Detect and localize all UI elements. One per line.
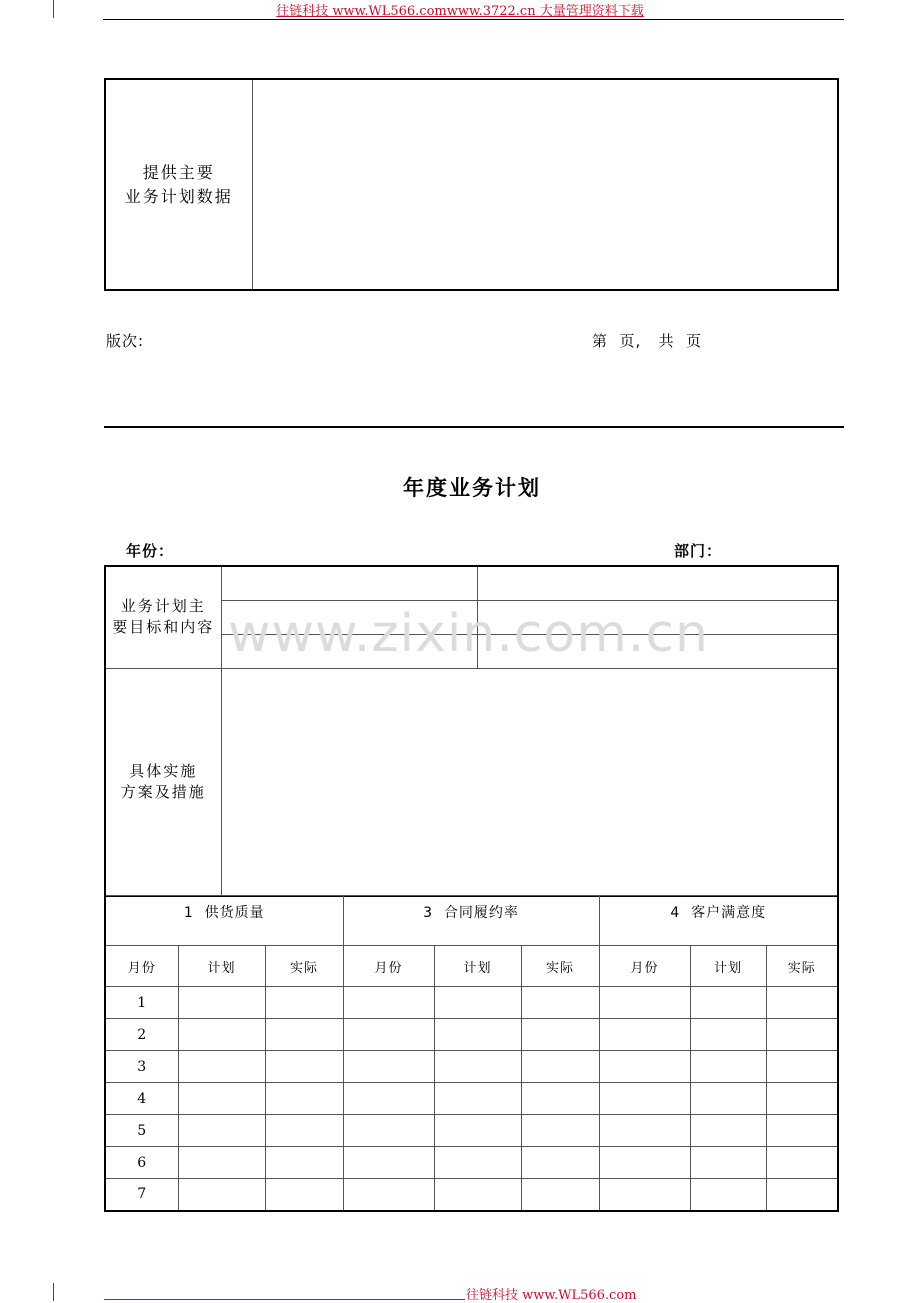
footer-link[interactable]: 往链科技 www.WL566.com [466, 1288, 637, 1303]
month-number: 2 [105, 1019, 178, 1051]
top-data-label [105, 79, 252, 290]
data-cell[interactable] [265, 1147, 343, 1179]
data-cell[interactable] [690, 1147, 766, 1179]
column-header-plan: 计划 [434, 946, 521, 987]
data-cell[interactable] [178, 1115, 265, 1147]
metric-rows [105, 987, 838, 1211]
data-cell[interactable] [434, 1179, 521, 1211]
group-header-supply-quality: 1 供货质量 [105, 896, 343, 946]
page-number-text: 第 页, 共 页 [592, 332, 703, 350]
measures-label [105, 668, 221, 896]
column-header-month: 月份 [105, 946, 178, 987]
table-row [105, 1147, 838, 1179]
month-number: 7 [105, 1179, 178, 1211]
data-cell[interactable] [178, 1147, 265, 1179]
data-cell[interactable] [434, 987, 521, 1019]
data-cell[interactable] [599, 1179, 690, 1211]
column-header-month: 月份 [599, 946, 690, 987]
data-cell[interactable] [343, 987, 434, 1019]
data-cell[interactable] [265, 1019, 343, 1051]
data-cell[interactable] [766, 1083, 838, 1115]
data-cell[interactable] [521, 1083, 599, 1115]
data-cell[interactable] [265, 1115, 343, 1147]
goals-cell[interactable] [221, 634, 477, 668]
column-header-actual: 实际 [265, 946, 343, 987]
page-divider [104, 426, 844, 428]
data-cell[interactable] [434, 1147, 521, 1179]
footer-rule [104, 1299, 465, 1300]
form-title: 年度业务计划 [403, 476, 541, 500]
data-cell[interactable] [343, 1179, 434, 1211]
goals-cell[interactable] [477, 634, 838, 668]
data-cell[interactable] [521, 1179, 599, 1211]
data-cell[interactable] [265, 1179, 343, 1211]
data-cell[interactable] [521, 1019, 599, 1051]
measures-field[interactable] [221, 668, 838, 896]
year-label: 年份： [126, 542, 175, 560]
data-cell[interactable] [178, 1179, 265, 1211]
data-cell[interactable] [178, 987, 265, 1019]
plan-form-table [104, 565, 839, 897]
department-label: 部门： [674, 542, 723, 560]
data-cell[interactable] [766, 1147, 838, 1179]
data-cell[interactable] [766, 1019, 838, 1051]
column-header-month: 月份 [343, 946, 434, 987]
data-cell[interactable] [599, 1083, 690, 1115]
data-cell[interactable] [434, 1019, 521, 1051]
data-cell[interactable] [690, 987, 766, 1019]
data-cell[interactable] [265, 987, 343, 1019]
month-number: 1 [105, 987, 178, 1019]
data-cell[interactable] [434, 1115, 521, 1147]
table-row [105, 1019, 838, 1051]
data-cell[interactable] [599, 1051, 690, 1083]
column-header-plan: 计划 [178, 946, 265, 987]
data-cell[interactable] [178, 1083, 265, 1115]
data-cell[interactable] [690, 1179, 766, 1211]
goals-label-line2: 要目标和内容 [112, 618, 215, 637]
data-cell[interactable] [766, 987, 838, 1019]
top-data-label-line1: 提供主要 [142, 162, 215, 182]
month-number: 6 [105, 1147, 178, 1179]
data-cell[interactable] [265, 1083, 343, 1115]
column-header-actual: 实际 [521, 946, 599, 987]
data-cell[interactable] [766, 1115, 838, 1147]
table-row [105, 1115, 838, 1147]
data-cell[interactable] [521, 1147, 599, 1179]
goals-label-line1: 业务计划主 [120, 597, 206, 616]
goals-cell[interactable] [221, 566, 477, 600]
data-cell[interactable] [690, 1019, 766, 1051]
data-cell[interactable] [766, 1051, 838, 1083]
header-link[interactable]: 往链科技 www.WL566.comwww.3722.cn 大量管理资料下载 [276, 4, 644, 19]
month-number: 4 [105, 1083, 178, 1115]
group-header-customer-satisfaction: 4 客户满意度 [599, 896, 838, 946]
column-header-plan: 计划 [690, 946, 766, 987]
column-header-actual: 实际 [766, 946, 838, 987]
header-rule [103, 19, 844, 20]
data-cell[interactable] [766, 1179, 838, 1211]
month-number: 3 [105, 1051, 178, 1083]
data-cell[interactable] [343, 1051, 434, 1083]
data-cell[interactable] [434, 1083, 521, 1115]
data-cell[interactable] [178, 1051, 265, 1083]
data-cell[interactable] [599, 1147, 690, 1179]
data-cell[interactable] [343, 1019, 434, 1051]
goals-label [105, 566, 221, 668]
data-cell[interactable] [521, 987, 599, 1019]
measures-label-line1: 具体实施 [129, 761, 198, 780]
data-cell[interactable] [599, 1019, 690, 1051]
data-cell[interactable] [343, 1115, 434, 1147]
goals-cell[interactable] [477, 600, 838, 634]
goals-cell[interactable] [477, 566, 838, 600]
data-cell[interactable] [599, 1115, 690, 1147]
group-header-contract-rate: 3 合同履约率 [343, 896, 599, 946]
data-cell[interactable] [178, 1019, 265, 1051]
footer-margin-mark [53, 1283, 54, 1301]
table-row [105, 1083, 838, 1115]
edition-label: 版次: [106, 332, 145, 350]
top-data-label-line2: 业务计划数据 [124, 186, 233, 206]
site-watermark: www.zixin.com.cn [228, 604, 709, 664]
data-cell[interactable] [265, 1051, 343, 1083]
data-cell[interactable] [521, 1051, 599, 1083]
top-data-field[interactable] [252, 79, 838, 290]
data-cell[interactable] [690, 1051, 766, 1083]
data-cell[interactable] [343, 1147, 434, 1179]
data-cell[interactable] [690, 1115, 766, 1147]
measures-label-line2: 方案及措施 [120, 782, 206, 801]
month-number: 5 [105, 1115, 178, 1147]
goals-cell[interactable] [221, 600, 477, 634]
data-cell[interactable] [521, 1115, 599, 1147]
data-cell[interactable] [343, 1083, 434, 1115]
top-data-table [104, 78, 839, 291]
table-row [105, 1179, 838, 1211]
table-row [105, 987, 838, 1019]
data-cell[interactable] [434, 1051, 521, 1083]
metrics-table [104, 895, 839, 1212]
table-row [105, 1051, 838, 1083]
header-margin-mark [53, 0, 54, 18]
data-cell[interactable] [599, 987, 690, 1019]
data-cell[interactable] [690, 1083, 766, 1115]
